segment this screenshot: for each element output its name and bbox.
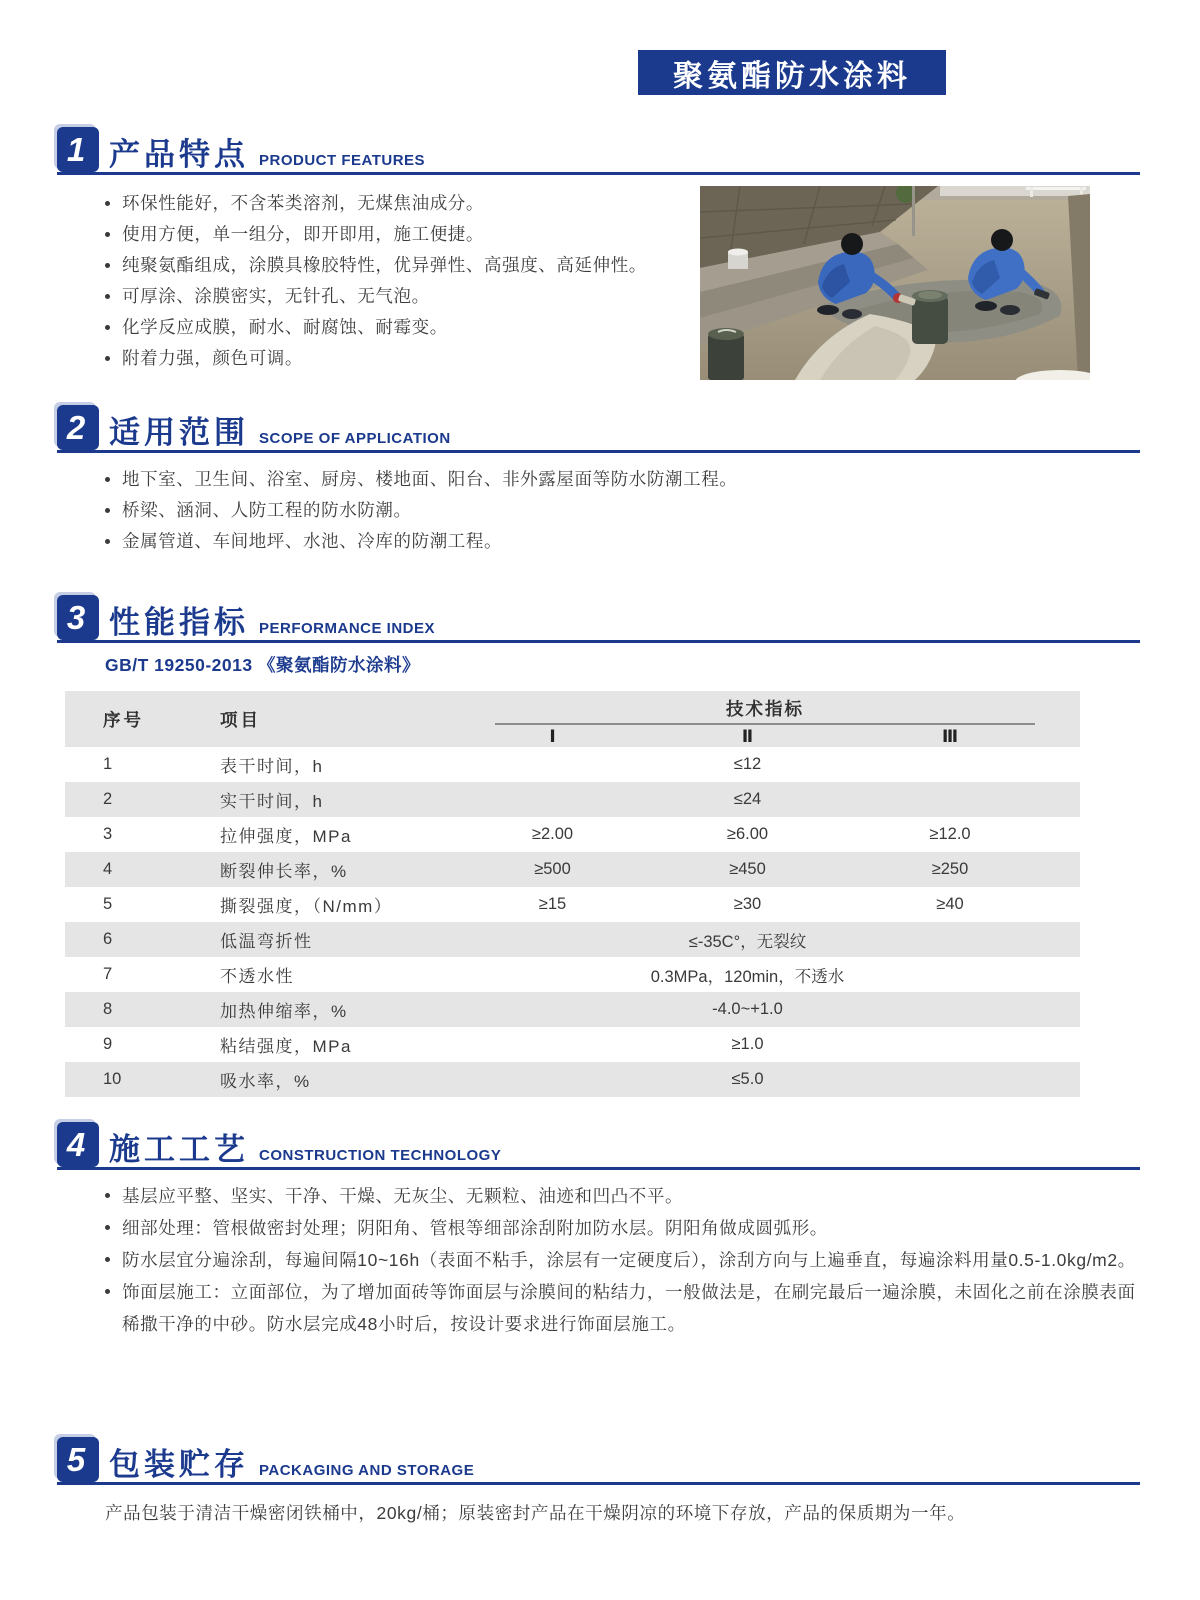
scope-bullet: 地下室、卫生间、浴室、厨房、楼地面、阳台、非外露屋面等防水防潮工程。 (103, 464, 1153, 495)
product-photo (700, 186, 1090, 380)
col-header-item: 项目 (220, 709, 261, 730)
feature-bullet: 纯聚氨酯组成，涂膜具橡胶特性，优异弹性、高强度、高延伸性。 (103, 250, 693, 281)
section-number: 4 (66, 1126, 86, 1163)
construction-bullet: 防水层宜分遍涂刮，每遍间隔10~16h（表面不粘手，涂层有一定硬度后），涂刮方向与上遍垂直，每遍涂料用量0.5-1.0kg/m2。 (103, 1244, 1151, 1276)
section-3-title: 性能指标 (109, 605, 249, 641)
section-number: 2 (66, 409, 86, 446)
construction-bullet: 基层应平整、坚实、干净、干燥、无灰尘、无颗粒、油迹和凹凸不平。 (103, 1180, 1151, 1212)
table-row: 9 粘结强度，MPa ≥1.0 (103, 1035, 764, 1056)
grade-headers (455, 727, 1080, 747)
table-row: 3 拉伸强度，MPa ≥2.00 ≥6.00 ≥12.0 (103, 825, 971, 846)
grade-3: Ⅲ (941, 727, 959, 746)
standard-reference: GB/T 19250-2013 《聚氨酯防水涂料》 (105, 655, 420, 675)
feature-bullet: 可厚涂、涂膜密实，无针孔、无气泡。 (103, 281, 693, 312)
page-title: 聚氨酯防水涂料 (638, 50, 946, 95)
section-4-title: 施工工艺 (109, 1132, 249, 1168)
tech-index-label: 技术指标 (726, 699, 804, 719)
section-3-number-badge (57, 595, 99, 640)
construction-list (103, 1180, 1151, 1340)
grade-2: Ⅱ (741, 727, 754, 746)
section-number: 5 (66, 1441, 86, 1478)
section-1-subtitle: PRODUCT FEATURES (259, 152, 426, 169)
features-list (103, 188, 693, 374)
construction-bullet: 饰面层施工：立面部位，为了增加面砖等饰面层与涂膜间的粘结力，一般做法是，在刷完最后一遍涂膜，未固化之前在涂膜表面稀撒干净的中砂。防水层完成48小时后，按设计要求进行饰面层施工。 (103, 1276, 1151, 1340)
section-4-header (57, 1122, 1140, 1170)
section-1-number-badge (57, 127, 99, 172)
table-header (65, 691, 1080, 747)
section-2-subtitle: SCOPE OF APPLICATION (259, 430, 451, 447)
table-row: 10 吸水率，% ≤5.0 (65, 1062, 1080, 1097)
section-5-title: 包装贮存 (109, 1447, 249, 1483)
section-5-header (57, 1437, 1140, 1485)
section-3-subtitle: PERFORMANCE INDEX (259, 620, 436, 637)
feature-bullet: 使用方便，单一组分，即开即用，施工便捷。 (103, 219, 693, 250)
table-row: 2 实干时间，h ≤24 (65, 782, 1080, 817)
feature-bullet: 附着力强，颜色可调。 (103, 343, 693, 374)
section-4-number-badge (57, 1122, 99, 1167)
scope-bullet: 金属管道、车间地坪、水池、冷库的防潮工程。 (103, 526, 1153, 557)
section-4-subtitle: CONSTRUCTION TECHNOLOGY (259, 1147, 502, 1164)
section-5-number-badge (57, 1437, 99, 1482)
section-number: 1 (66, 131, 86, 168)
section-2-header (57, 405, 1140, 453)
feature-bullet: 环保性能好，不含苯类溶剂，无煤焦油成分。 (103, 188, 693, 219)
col-header-no: 序号 (103, 709, 144, 730)
section-1-header (57, 127, 1140, 175)
section-number: 3 (66, 599, 86, 636)
table-body (65, 747, 1080, 1097)
section-3-header (57, 595, 1140, 643)
table-row: 7 不透水性 0.3MPa，120min，不透水 (103, 965, 845, 986)
section-2-title: 适用范围 (109, 415, 249, 451)
performance-table (65, 691, 1080, 1097)
packaging-text: 产品包装于清洁干燥密闭铁桶中，20kg/桶；原装密封产品在干燥阴凉的环境下存放，产品的保质期为一年。 (105, 1503, 966, 1523)
table-row: 5 撕裂强度，（N/mm） ≥15 ≥30 ≥40 (103, 895, 964, 916)
section-5-subtitle: PACKAGING AND STORAGE (259, 1462, 475, 1479)
col-header-tech (455, 691, 1080, 747)
construction-bullet: 细部处理：管根做密封处理；阴阳角、管根等细部涂刮附加防水层。阴阳角做成圆弧形。 (103, 1212, 1151, 1244)
section-1-title: 产品特点 (109, 137, 249, 173)
table-row: 6 低温弯折性 ≤-35C°，无裂纹 (65, 922, 1080, 957)
table-row: 1 表干时间，h ≤12 (103, 755, 762, 776)
section-2-number-badge (57, 405, 99, 450)
scope-bullet: 桥梁、涵洞、人防工程的防水防潮。 (103, 495, 1153, 526)
table-row: 4 断裂伸长率，% ≥500 ≥450 ≥250 (65, 852, 1080, 887)
feature-bullet: 化学反应成膜，耐水、耐腐蚀、耐霉变。 (103, 312, 693, 343)
scope-list (103, 464, 1153, 557)
table-row: 8 加热伸缩率，% -4.0~+1.0 (65, 992, 1080, 1027)
tech-divider-line (495, 723, 1035, 725)
grade-1: Ⅰ (549, 727, 556, 746)
